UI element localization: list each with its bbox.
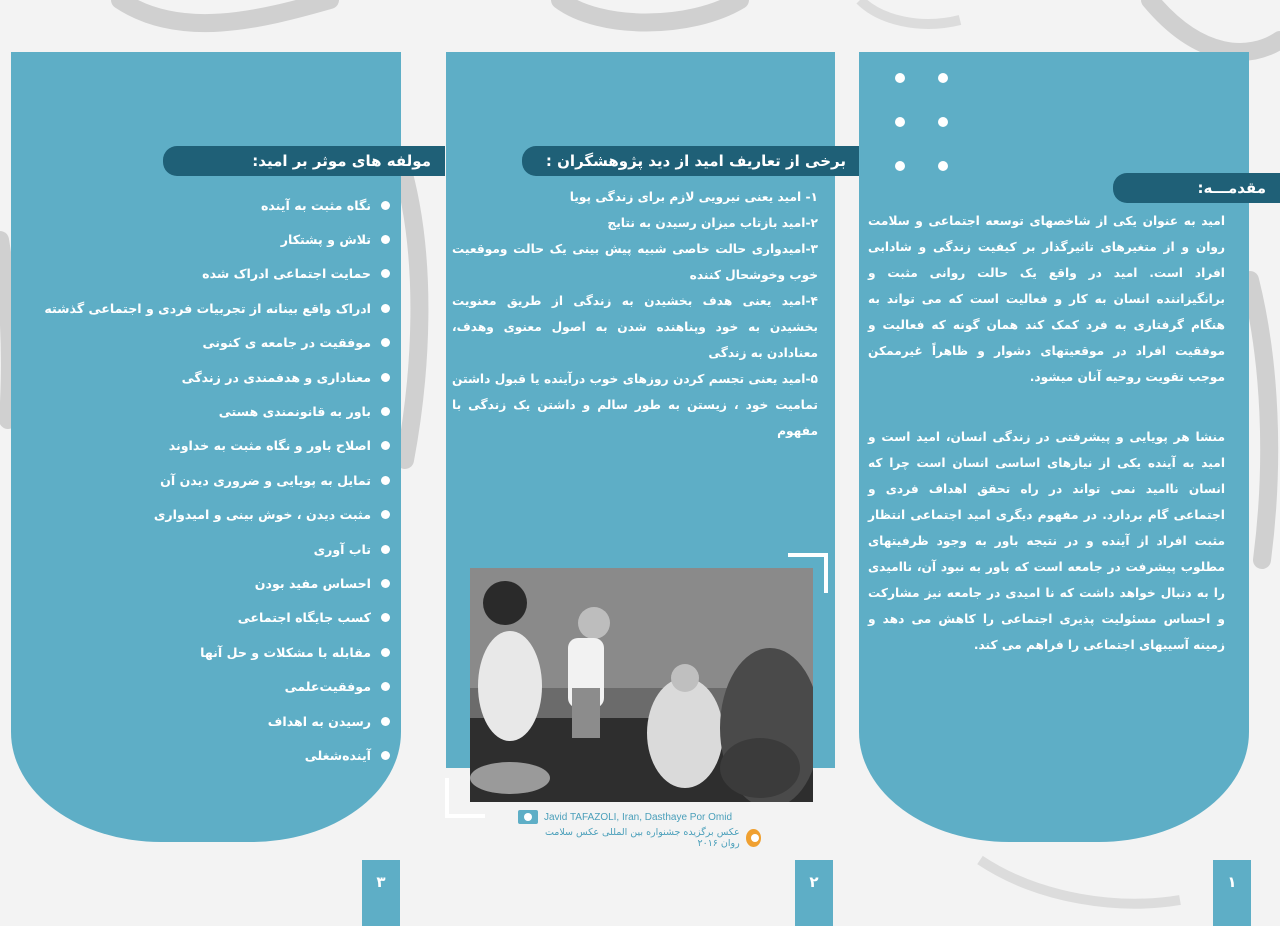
definition-item: ۱- امید یعنی نیرویی لازم برای زندگی پویا (569, 190, 818, 204)
photo-credit-text: Javid TAFAZOLI, Iran, Dasthaye Por Omid (544, 811, 733, 823)
dot-icon (938, 117, 948, 127)
festival-logo-icon (746, 829, 761, 847)
factor-item: مثبت دیدن ، خوش بینی و امیدواری (40, 498, 390, 532)
introduction-heading: مقدمـــه: (1113, 173, 1280, 203)
dot-icon (895, 161, 905, 171)
factor-item: نگاه مثبت به آینده (40, 188, 390, 222)
factor-item: مقابله با مشکلات و حل آنها (40, 635, 390, 669)
bullet-icon (381, 373, 390, 382)
bullet-icon (381, 751, 390, 760)
bullet-icon (381, 235, 390, 244)
page-number-3: ۳ (362, 860, 400, 926)
definition-item: ۳-امیدواری حالت خاصی شبیه پیش بینی یک حالت وموقعیت خوب وخوشحال کننده (452, 242, 818, 282)
bullet-icon (381, 476, 390, 485)
factor-item: آینده‌شغلی (40, 738, 390, 772)
bullet-icon (381, 717, 390, 726)
dot-icon (895, 73, 905, 83)
dot-icon (938, 161, 948, 171)
bullet-icon (381, 269, 390, 278)
bullet-icon (381, 510, 390, 519)
bullet-icon (381, 613, 390, 622)
definition-item: ۵-امید یعنی تجسم کردن روزهای خوب درآینده یا قبول داشتن تمامیت خود ، زیستن به طور سالم و داشتن یک زندگی با مفهوم (452, 372, 818, 438)
bullet-icon (381, 304, 390, 313)
factor-item: تلاش و پشتکار (40, 222, 390, 256)
introduction-paragraph-1: امید به عنوان یکی از شاخصهای توسعه اجتماعی و سلامت روان و از متغیرهای تاثیرگذار بر کیفیت زندگی و شادابی افراد است. امید در واقع یک حالت روانی مثبت و برانگیزاننده انسان به کار و فعالیت است که می تواند به هنگام گرفتاری به فرد کمک کند همان گونه که فعالیت و موفقیت افراد در موقعیتهای دشوار و ظاهراً غیرممکن موجب تقویت روحیه آنان میشود. (868, 214, 1225, 384)
factor-item: ادراک واقع بینانه از تجربیات فردی و اجتماعی گذشته (40, 291, 390, 325)
definitions-heading: برخی از تعاریف امید از دید پژوهشگران : (522, 146, 860, 176)
definition-item: ۲-امید بازتاب میزان رسیدن به نتایج (607, 216, 818, 230)
factor-item: حمایت اجتماعی ادراک شده (40, 257, 390, 291)
factor-item: کسب جایگاه اجتماعی (40, 601, 390, 635)
bullet-icon (381, 545, 390, 554)
decorative-dots (890, 68, 960, 178)
definitions-list (452, 184, 818, 444)
photo-caption (536, 829, 761, 847)
introduction-paragraph-2: منشا هر پویایی و پیشرفتی در زندگی انسان، امید است و امید به آینده یکی از نیازهای اساسی انسان است چرا که انسان ناامید نمی تواند در راه تحقق اهداف فردی و اجتماعی گام بردارد. در مفهوم دیگری امید اجتماعی انتظار مثبت افراد از آینده و در نتیجه باور به وجود ظرفیتهای مطلوب پیشرفت در جامعه است که باور به نبود آن، ناامیدی را به دنبال خواهد داشت که نا امیدی در جامعه نیز مشارکت و احساس مسئولیت پذیری اجتماعی را کاهش می دهد و زمینه آسیبهای اجتماعی را فراهم می کند. (868, 430, 1225, 652)
factor-item: تمایل به پویایی و ضروری دیدن آن (40, 463, 390, 497)
bullet-icon (381, 201, 390, 210)
factor-item: احساس مفید بودن (40, 566, 390, 600)
family-photo (470, 568, 813, 802)
bullet-icon (381, 407, 390, 416)
page-number-2: ۲ (795, 860, 833, 926)
factor-item: موفقیت‌علمی (40, 669, 390, 703)
bullet-icon (381, 441, 390, 450)
factor-item: تاب آوری (40, 532, 390, 566)
dot-icon (938, 73, 948, 83)
factor-item: معناداری و هدفمندی در زندگی (40, 360, 390, 394)
factors-list (40, 188, 390, 773)
page-number-1: ۱ (1213, 860, 1251, 926)
photo-caption-text: عکس برگزیده جشنواره بین المللی عکس سلامت روان ۲۰۱۶ (544, 827, 740, 849)
factor-item: رسیدن به اهداف (40, 704, 390, 738)
factor-item: باور به قانونمندی هستی (40, 394, 390, 428)
dot-icon (895, 117, 905, 127)
bullet-icon (381, 682, 390, 691)
bullet-icon (381, 338, 390, 347)
definition-item: ۴-امید یعنی هدف بخشیدن به زندگی از طریق معنویت بخشیدن به خود وپناهنده شدن به اصول معنوی وهدف، معنادادن به زندگی (452, 294, 818, 360)
photo-credit (518, 808, 732, 826)
factors-heading: مولفه های موثر بر امید: (163, 146, 445, 176)
bullet-icon (381, 579, 390, 588)
factor-item: موفقیت در جامعه ی کنونی (40, 326, 390, 360)
camera-icon (518, 810, 538, 824)
factor-item: اصلاح باور و نگاه مثبت به خداوند (40, 429, 390, 463)
bullet-icon (381, 648, 390, 657)
family-photo-illustration (470, 568, 813, 802)
